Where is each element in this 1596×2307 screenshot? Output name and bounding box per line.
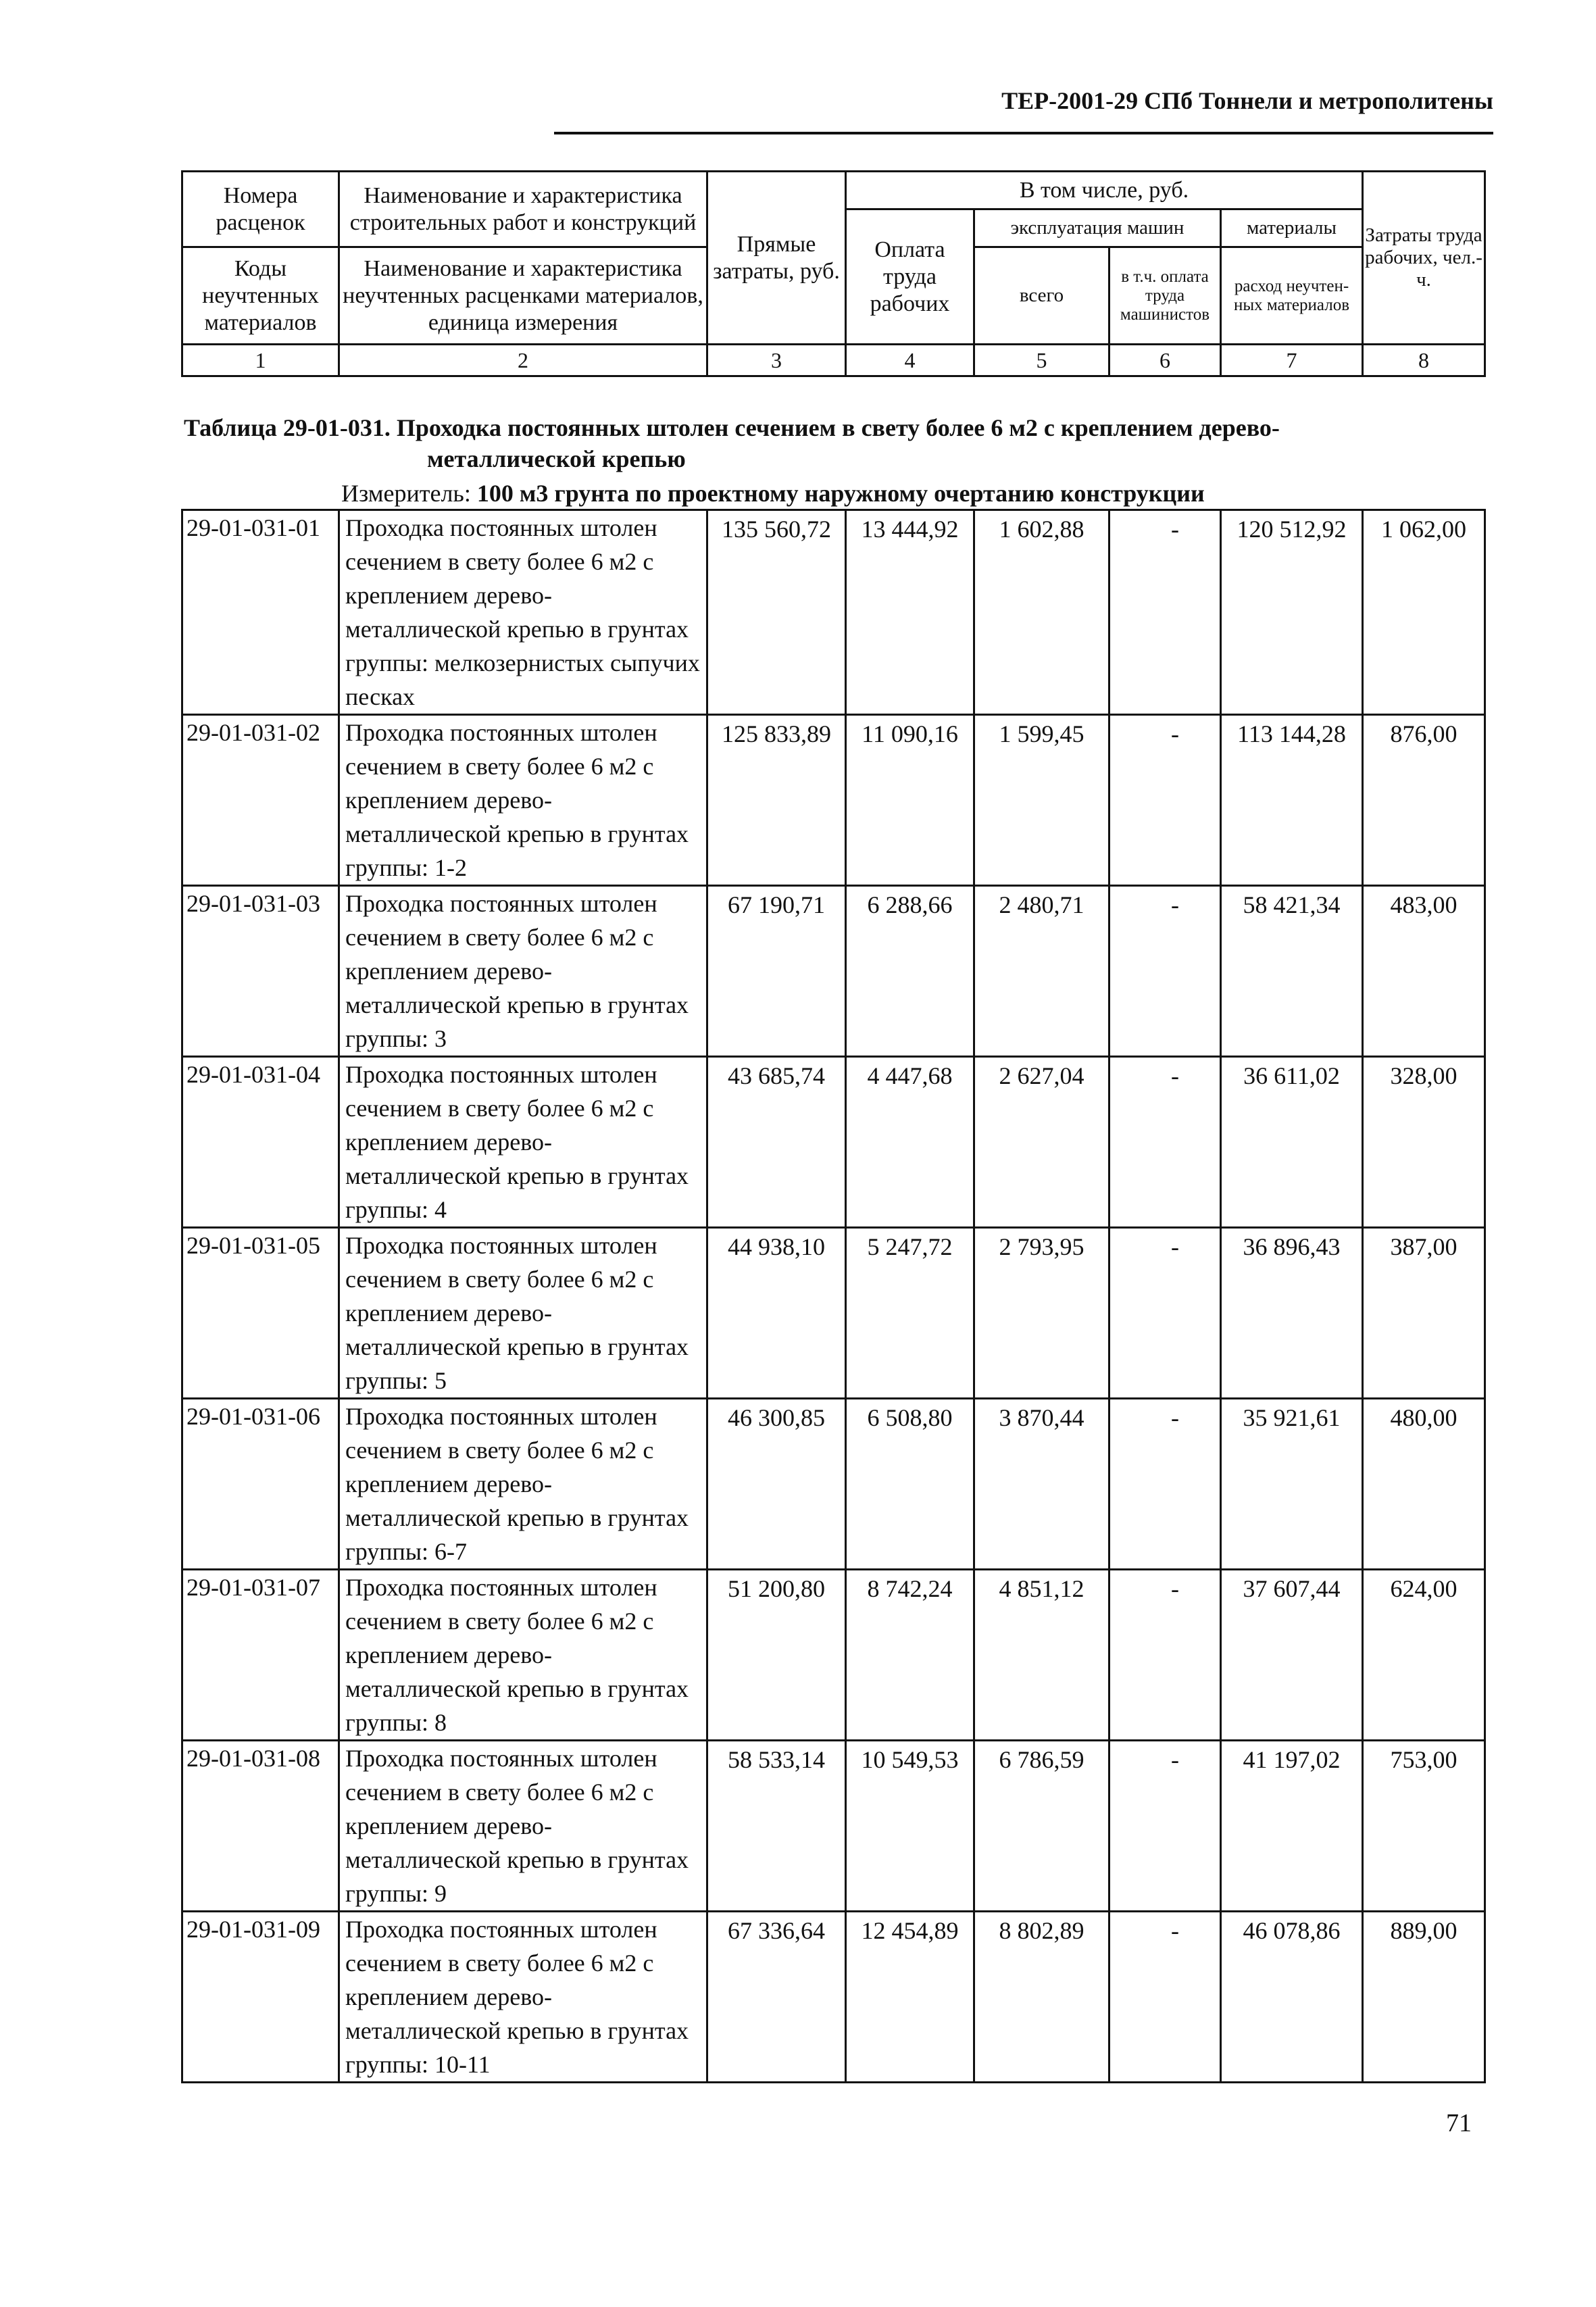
table-row (182, 1570, 1485, 1741)
caption-line-1: Таблица 29-01-031. Проходка постоянных штолен сечением в свету более 6 м2 с креплением дерево- (184, 414, 1280, 441)
rate-code-cell: 29-01-031-06 (182, 1399, 339, 1570)
labor-hours-cell: 876,00 (1363, 715, 1485, 886)
meter-value: 100 м3 грунта по проектному наружному очертанию конструкции (476, 480, 1205, 507)
column-number: 5 (974, 345, 1109, 376)
rate-code-cell: 29-01-031-01 (182, 510, 339, 715)
table-row (182, 715, 1485, 886)
header-machinist-wages: в т.ч. оплата труда машинистов (1109, 247, 1221, 345)
unaccounted-materials-cell: 58 421,34 (1221, 886, 1363, 1057)
direct-costs-cell: 51 200,80 (707, 1570, 846, 1741)
column-number: 4 (846, 345, 974, 376)
caption-line-2: металлической крепью (427, 445, 686, 472)
labor-hours-cell: 624,00 (1363, 1570, 1485, 1741)
machines-total-cell: 6 786,59 (974, 1741, 1109, 1912)
measurement-unit (341, 478, 1205, 508)
direct-costs-cell: 67 336,64 (707, 1912, 846, 2083)
header-direct-costs: Прямые затраты, руб. (707, 172, 846, 345)
header-incl-group: В том числе, руб. (846, 172, 1363, 209)
table-row (182, 1057, 1485, 1228)
direct-costs-cell: 125 833,89 (707, 715, 846, 886)
header-machines: эксплуатация машин (974, 209, 1221, 247)
header-name-top: Наименование и характеристика строительных работ и конструкций (339, 172, 707, 247)
labor-hours-cell: 328,00 (1363, 1057, 1485, 1228)
unaccounted-materials-cell: 36 611,02 (1221, 1057, 1363, 1228)
header-codes-top: Номера расценок (182, 172, 339, 247)
unaccounted-materials-cell: 36 896,43 (1221, 1228, 1363, 1399)
machinist-wages-cell: - (1109, 715, 1221, 886)
unaccounted-materials-cell: 37 607,44 (1221, 1570, 1363, 1741)
worker-wages-cell: 6 288,66 (846, 886, 974, 1057)
rate-code-cell: 29-01-031-04 (182, 1057, 339, 1228)
work-description-cell: Проходка постоянных штолен сечением в свету более 6 м2 с креплением дерево-металлической крепью в грунтах группы: 5 (339, 1228, 707, 1399)
machines-total-cell: 1 602,88 (974, 510, 1109, 715)
machines-total-cell: 2 793,95 (974, 1228, 1109, 1399)
rate-code-cell: 29-01-031-09 (182, 1912, 339, 2083)
labor-hours-cell: 889,00 (1363, 1912, 1485, 2083)
direct-costs-cell: 135 560,72 (707, 510, 846, 715)
work-description-cell: Проходка постоянных штолен сечением в свету более 6 м2 с креплением дерево-металлической крепью в грунтах группы: 9 (339, 1741, 707, 1912)
machinist-wages-cell: - (1109, 1057, 1221, 1228)
work-description-cell: Проходка постоянных штолен сечением в свету более 6 м2 с креплением дерево-металлической крепью в грунтах группы: 10-11 (339, 1912, 707, 2083)
column-number: 8 (1363, 345, 1485, 376)
table-row (182, 1228, 1485, 1399)
unaccounted-materials-cell: 41 197,02 (1221, 1741, 1363, 1912)
column-header-table (181, 170, 1486, 377)
rate-code-cell: 29-01-031-05 (182, 1228, 339, 1399)
unaccounted-materials-cell: 113 144,28 (1221, 715, 1363, 886)
machinist-wages-cell: - (1109, 510, 1221, 715)
work-description-cell: Проходка постоянных штолен сечением в свету более 6 м2 с креплением дерево-металлической крепью в грунтах группы: 6-7 (339, 1399, 707, 1570)
page-number: 71 (1446, 2109, 1472, 2137)
direct-costs-cell: 43 685,74 (707, 1057, 846, 1228)
header-name-bottom: Наименование и характеристика неучтенных расценками материалов, единица измерения (339, 247, 707, 345)
machinist-wages-cell: - (1109, 1228, 1221, 1399)
worker-wages-cell: 10 549,53 (846, 1741, 974, 1912)
worker-wages-cell: 4 447,68 (846, 1057, 974, 1228)
column-number: 7 (1221, 345, 1363, 376)
column-number: 3 (707, 345, 846, 376)
machines-total-cell: 1 599,45 (974, 715, 1109, 886)
worker-wages-cell: 11 090,16 (846, 715, 974, 886)
rate-code-cell: 29-01-031-08 (182, 1741, 339, 1912)
machinist-wages-cell: - (1109, 1399, 1221, 1570)
machines-total-cell: 3 870,44 (974, 1399, 1109, 1570)
machines-total-cell: 8 802,89 (974, 1912, 1109, 2083)
worker-wages-cell: 8 742,24 (846, 1570, 974, 1741)
rates-table (181, 509, 1486, 2083)
labor-hours-cell: 483,00 (1363, 886, 1485, 1057)
direct-costs-cell: 44 938,10 (707, 1228, 846, 1399)
table-row (182, 1399, 1485, 1570)
table-row (182, 510, 1485, 715)
work-description-cell: Проходка постоянных штолен сечением в свету более 6 м2 с креплением дерево-металлической крепью в грунтах группы: 8 (339, 1570, 707, 1741)
table-row (182, 1912, 1485, 2083)
work-description-cell: Проходка постоянных штолен сечением в свету более 6 м2 с креплением дерево-металлической крепью в грунтах группы: 3 (339, 886, 707, 1057)
work-description-cell: Проходка постоянных штолен сечением в свету более 6 м2 с креплением дерево-металлической крепью в грунтах группы: 1-2 (339, 715, 707, 886)
column-number: 1 (182, 345, 339, 376)
rate-code-cell: 29-01-031-07 (182, 1570, 339, 1741)
header-rule (554, 132, 1493, 134)
table-caption (184, 412, 1481, 474)
column-number: 6 (1109, 345, 1221, 376)
machinist-wages-cell: - (1109, 1570, 1221, 1741)
running-head: ТЕР-2001-29 СПб Тоннели и метрополитены (1001, 87, 1493, 114)
machines-total-cell: 4 851,12 (974, 1570, 1109, 1741)
worker-wages-cell: 12 454,89 (846, 1912, 974, 2083)
machines-total-cell: 2 627,04 (974, 1057, 1109, 1228)
labor-hours-cell: 1 062,00 (1363, 510, 1485, 715)
header-materials: материалы (1221, 209, 1363, 247)
meter-label: Измеритель: (341, 480, 477, 507)
rate-code-cell: 29-01-031-02 (182, 715, 339, 886)
direct-costs-cell: 46 300,85 (707, 1399, 846, 1570)
machinist-wages-cell: - (1109, 1741, 1221, 1912)
header-unaccounted-materials: расход неучтен-ных материалов (1221, 247, 1363, 345)
direct-costs-cell: 67 190,71 (707, 886, 846, 1057)
work-description-cell: Проходка постоянных штолен сечением в свету более 6 м2 с креплением дерево-металлической крепью в грунтах группы: мелкозернистых сыпучих песках (339, 510, 707, 715)
worker-wages-cell: 13 444,92 (846, 510, 974, 715)
header-labor-hours: Затраты труда рабочих, чел.-ч. (1363, 172, 1485, 345)
rates-table-body (182, 510, 1485, 2083)
unaccounted-materials-cell: 120 512,92 (1221, 510, 1363, 715)
column-number: 2 (339, 345, 707, 376)
labor-hours-cell: 480,00 (1363, 1399, 1485, 1570)
header-worker-wages: Оплата труда рабочих (846, 209, 974, 345)
labor-hours-cell: 753,00 (1363, 1741, 1485, 1912)
machinist-wages-cell: - (1109, 886, 1221, 1057)
header-codes-bottom: Коды неучтенных материалов (182, 247, 339, 345)
unaccounted-materials-cell: 35 921,61 (1221, 1399, 1363, 1570)
unaccounted-materials-cell: 46 078,86 (1221, 1912, 1363, 2083)
work-description-cell: Проходка постоянных штолен сечением в свету более 6 м2 с креплением дерево-металлической крепью в грунтах группы: 4 (339, 1057, 707, 1228)
machinist-wages-cell: - (1109, 1912, 1221, 2083)
table-row (182, 1741, 1485, 1912)
direct-costs-cell: 58 533,14 (707, 1741, 846, 1912)
worker-wages-cell: 6 508,80 (846, 1399, 974, 1570)
machines-total-cell: 2 480,71 (974, 886, 1109, 1057)
rate-code-cell: 29-01-031-03 (182, 886, 339, 1057)
worker-wages-cell: 5 247,72 (846, 1228, 974, 1399)
labor-hours-cell: 387,00 (1363, 1228, 1485, 1399)
table-row (182, 886, 1485, 1057)
header-machines-total: всего (974, 247, 1109, 345)
